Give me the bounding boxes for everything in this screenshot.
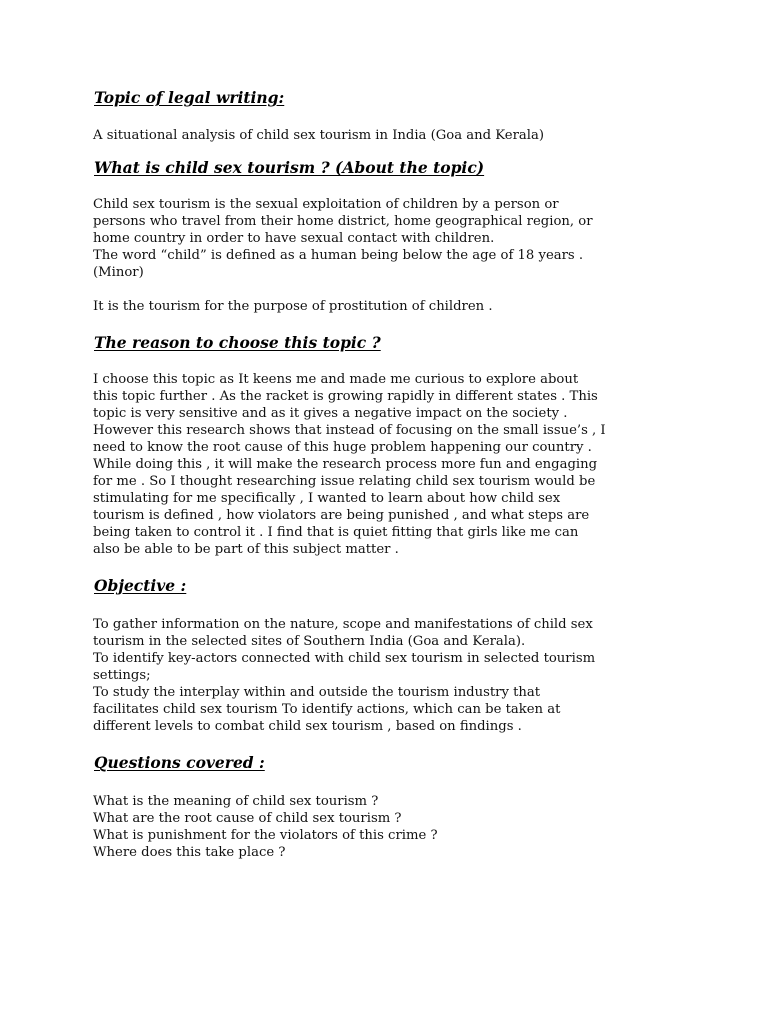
objective-line: To gather information on the nature, scope and manifestations of child sex: [93, 617, 593, 632]
reason-line: I choose this topic as It keens me and made me curious to explore about: [93, 372, 579, 387]
reason-line: stimulating for me specifically , I wanted to learn about how child sex: [93, 491, 561, 506]
reason-line: this topic further . As the racket is growing rapidly in different states . This: [93, 389, 598, 404]
objective-line: different levels to combat child sex tourism , based on findings .: [93, 719, 522, 734]
reason-line: While doing this , it will make the research process more fun and engaging: [93, 457, 598, 472]
paragraph-gap: [93, 281, 693, 298]
reason-line: topic is very sensitive and as it gives a negative impact on the society .: [93, 406, 568, 421]
question-item: What is the meaning of child sex tourism ?: [93, 794, 379, 809]
about-paragraph: [93, 196, 693, 315]
reason-line: need to know the root cause of this huge problem happening our country .: [93, 440, 592, 455]
reason-heading: The reason to choose this topic ?: [94, 333, 381, 352]
about-line: home country in order to have sexual contact with children.: [93, 231, 495, 246]
objective-line: To identify key-actors connected with child sex tourism in selected tourism: [93, 651, 596, 666]
objective-line: tourism in the selected sites of Southern India (Goa and Kerala).: [93, 634, 526, 649]
questions-heading: Questions covered :: [94, 753, 265, 772]
question-item: What are the root cause of child sex tourism ?: [93, 811, 402, 826]
reason-paragraph: [93, 371, 693, 558]
about-line: (Minor): [93, 265, 144, 280]
objective-line: To study the interplay within and outside the tourism industry that: [93, 685, 541, 700]
objective-paragraph: [93, 616, 693, 735]
topic-heading: Topic of legal writing:: [94, 88, 285, 107]
reason-line: also be able to be part of this subject matter .: [93, 542, 399, 557]
objective-line: facilitates child sex tourism To identify actions, which can be taken at: [93, 702, 561, 717]
about-line: persons who travel from their home district, home geographical region, or: [93, 214, 593, 229]
objective-line: settings;: [93, 668, 151, 683]
about-line: Child sex tourism is the sexual exploitation of children by a person or: [93, 197, 559, 212]
topic-line: A situational analysis of child sex tourism in India (Goa and Kerala): [93, 128, 544, 143]
reason-line: tourism is defined , how violators are being punished , and what steps are: [93, 508, 590, 523]
question-item: What is punishment for the violators of this crime ?: [93, 828, 438, 843]
question-item: Where does this take place ?: [93, 845, 286, 860]
objective-heading: Objective :: [94, 576, 187, 595]
about-heading: What is child sex tourism ? (About the topic): [94, 158, 485, 177]
about-extra-line: It is the tourism for the purpose of prostitution of children .: [93, 299, 493, 314]
reason-line: being taken to control it . I find that is quiet fitting that girls like me can: [93, 525, 579, 540]
reason-line: However this research shows that instead of focusing on the small issue’s , I: [93, 423, 606, 438]
topic-text: [93, 127, 693, 144]
questions-list: [93, 793, 693, 861]
reason-line: for me . So I thought researching issue relating child sex tourism would be: [93, 474, 596, 489]
about-line: The word “child” is defined as a human being below the age of 18 years .: [93, 248, 584, 263]
